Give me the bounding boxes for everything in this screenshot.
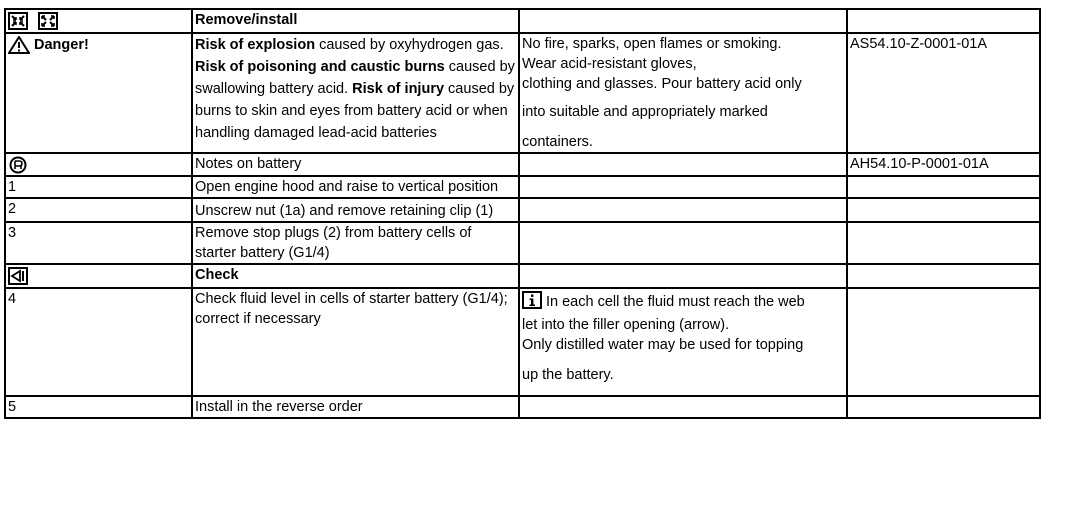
empty-cell [519, 176, 847, 198]
check-heading: Check [192, 264, 519, 288]
risk-poisoning: Risk of poisoning and caustic burns [195, 59, 445, 75]
install-icon [38, 12, 58, 30]
table-row-check [5, 264, 1040, 288]
step-number: 5 [5, 396, 192, 418]
table-row-danger [5, 33, 1040, 153]
info-text: In each cell the fluid must reach the web [546, 294, 805, 310]
info-line-first [522, 291, 844, 315]
danger-risk-text [192, 33, 519, 153]
warning-triangle-icon [8, 36, 30, 54]
remove-install-icons-cell [5, 9, 192, 33]
risk-poisoning-desc: caused by swallowing battery acid. [195, 59, 515, 97]
danger-reference[interactable] [847, 33, 1040, 153]
notes-icon-cell [5, 153, 192, 176]
table-row-step [5, 198, 1040, 222]
step-number: 2 [5, 198, 192, 222]
check-icon-cell [5, 264, 192, 288]
table-row-notes [5, 153, 1040, 176]
table-row-step [5, 222, 1040, 264]
risk-injury-desc: caused by burns to skin and eyes from battery acid or when handling damaged lead-acid batteries [195, 81, 515, 141]
empty-cell [519, 222, 847, 264]
step-number: 3 [5, 222, 192, 264]
step-text: Remove stop plugs (2) from battery cells of starter battery (G1/4) [192, 222, 519, 264]
empty-cell [847, 9, 1040, 33]
info-text: let into the filler opening (arrow). [522, 317, 730, 333]
table-row-remove-install [5, 9, 1040, 33]
notes-reference[interactable] [847, 153, 1040, 176]
notes-reference-link[interactable]: AH54.10-P-0001-01A [850, 156, 989, 172]
step-text: Check fluid level in cells of starter battery (G1/4); correct if necessary [192, 288, 519, 396]
notes-icon [8, 156, 28, 174]
danger-reference-link[interactable]: AS54.10-Z-0001-01A [850, 36, 988, 52]
empty-cell [847, 288, 1040, 396]
empty-cell [519, 396, 847, 418]
procedure-table [4, 8, 1041, 419]
measure-line: into suitable and appropriately marked [522, 104, 768, 120]
info-text: up the battery. [522, 367, 614, 383]
step-text: Install in the reverse order [192, 396, 519, 418]
measure-line: Wear acid-resistant gloves, [522, 56, 697, 72]
risk-explosion-desc: caused by oxyhydrogen gas. [315, 37, 504, 53]
step-number: 4 [5, 288, 192, 396]
empty-cell [519, 198, 847, 222]
table-row-step [5, 396, 1040, 418]
step-number: 1 [5, 176, 192, 198]
info-text: Only distilled water may be used for topping [522, 337, 804, 353]
danger-label-cell [5, 33, 192, 153]
empty-cell [847, 264, 1040, 288]
table-row-step [5, 288, 1040, 396]
notes-label: Notes on battery [192, 153, 519, 176]
check-icon [8, 267, 28, 285]
danger-measures [519, 33, 847, 153]
step-text: Unscrew nut (1a) and remove retaining clip (1) [192, 198, 519, 222]
empty-cell [519, 9, 847, 33]
risk-explosion: Risk of explosion [195, 37, 316, 53]
measure-line: No fire, sparks, open flames or smoking. [522, 36, 782, 52]
remove-icon [8, 12, 28, 30]
measure-line: containers. [522, 134, 593, 150]
step-info [519, 288, 847, 396]
empty-cell [847, 176, 1040, 198]
measure-line: clothing and glasses. Pour battery acid only [522, 76, 802, 92]
empty-cell [519, 264, 847, 288]
table-row-step [5, 176, 1040, 198]
procedure-document [4, 8, 1041, 419]
info-icon [522, 291, 542, 315]
empty-cell [847, 222, 1040, 264]
empty-cell [847, 198, 1040, 222]
danger-label: Danger! [34, 37, 89, 54]
remove-install-heading: Remove/install [192, 9, 519, 33]
risk-injury: Risk of injury [352, 81, 445, 97]
step-text: Open engine hood and raise to vertical position [192, 176, 519, 198]
empty-cell [847, 396, 1040, 418]
empty-cell [519, 153, 847, 176]
